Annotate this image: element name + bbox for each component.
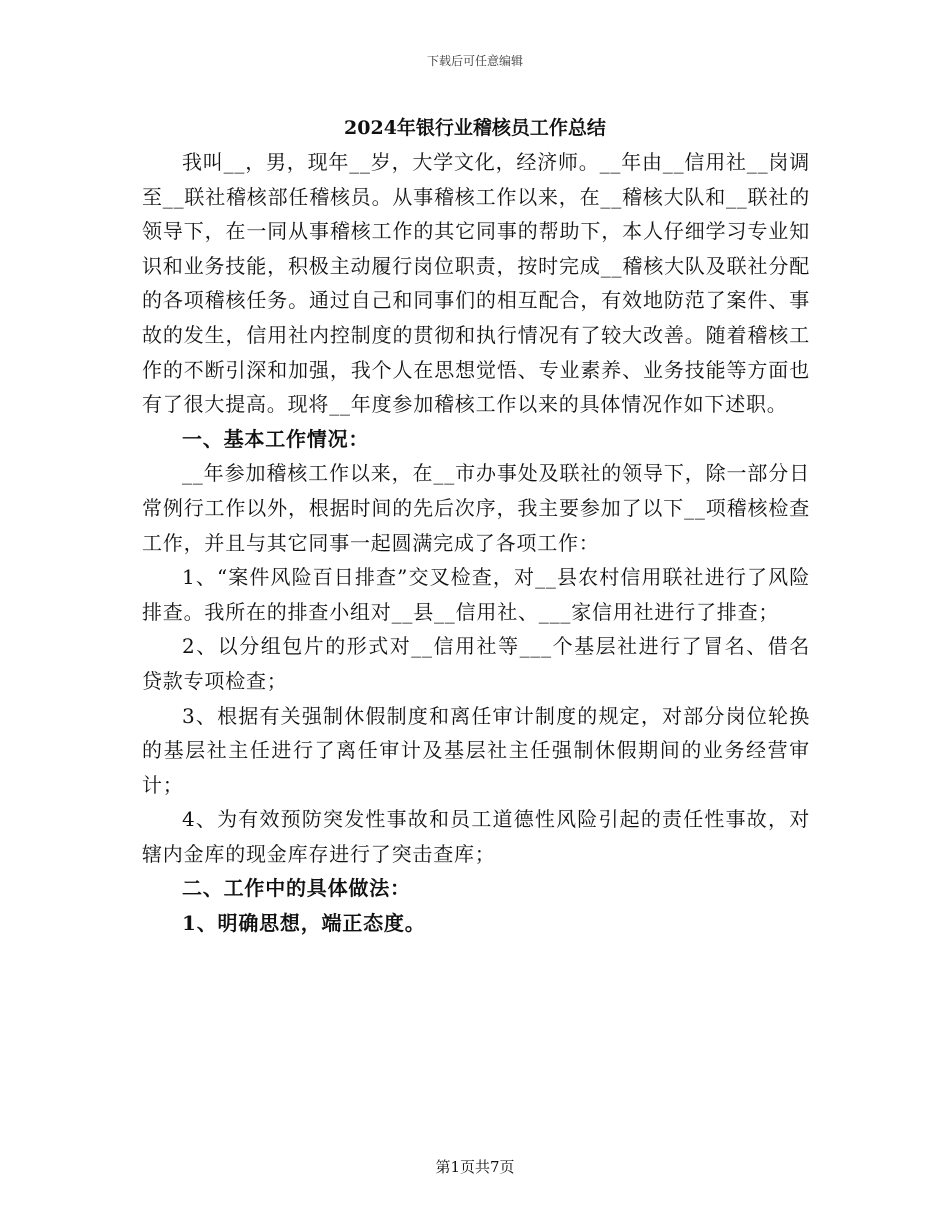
page-number: 第1页共7页	[435, 1158, 515, 1176]
section-heading-basic-work: 一、基本工作情况：	[182, 426, 370, 451]
section-heading-methods: 二、工作中的具体做法：	[182, 876, 411, 901]
basic-work-paragraph: __年参加稽核工作以来，在__市办事处及联社的领导下，除一部分日常例行工作以外，根据时间的先后次序，我主要参加了以下__项稽核检查工作，并且与其它同事一起圆满完成了各项工作：	[142, 461, 810, 555]
page-header-note: 下载后可任意编辑	[426, 54, 523, 68]
subheading-attitude: 1、明确思想，端正态度。	[182, 911, 426, 936]
list-item-3: 3、根据有关强制休假制度和离任审计制度的规定，对部分岗位轮换的基层社主任进行了离任审计及基层社主任强制休假期间的业务经营审计；	[142, 703, 810, 797]
document-body	[142, 145, 810, 941]
list-item-1: 1、“案件风险百日排查”交叉检查，对__县农村信用联社进行了风险排查。我所在的排查小组对__县__信用社、___家信用社进行了排查；	[142, 565, 810, 624]
intro-paragraph: 我叫__，男，现年__岁，大学文化，经济师。__年由__信用社__岗调至__联社稽核部任稽核员。从事稽核工作以来，在__稽核大队和__联社的领导下，在一同从事稽核工作的其它同事的帮助下，本人仔细学习专业知识和业务技能，积极主动履行岗位职责，按时完成__稽核大队及联社分配的各项稽核任务。通过自己和同事们的相互配合，有效地防范了案件、事故的发生，信用社内控制度的贯彻和执行情况有了较大改善。随着稽核工作的不断引深和加强，我个人在思想觉悟、专业素养、业务技能等方面也有了很大提高。现将__年度参加稽核工作以来的具体情况作如下述职。	[142, 150, 810, 417]
document-title: 2024年银行业稽核员工作总结	[344, 117, 606, 139]
list-item-2: 2、以分组包片的形式对__信用社等___个基层社进行了冒名、借名贷款专项检查；	[142, 634, 810, 693]
list-item-4: 4、为有效预防突发性事故和员工道德性风险引起的责任性事故，对辖内金库的现金库存进行了突击查库；	[142, 807, 810, 866]
